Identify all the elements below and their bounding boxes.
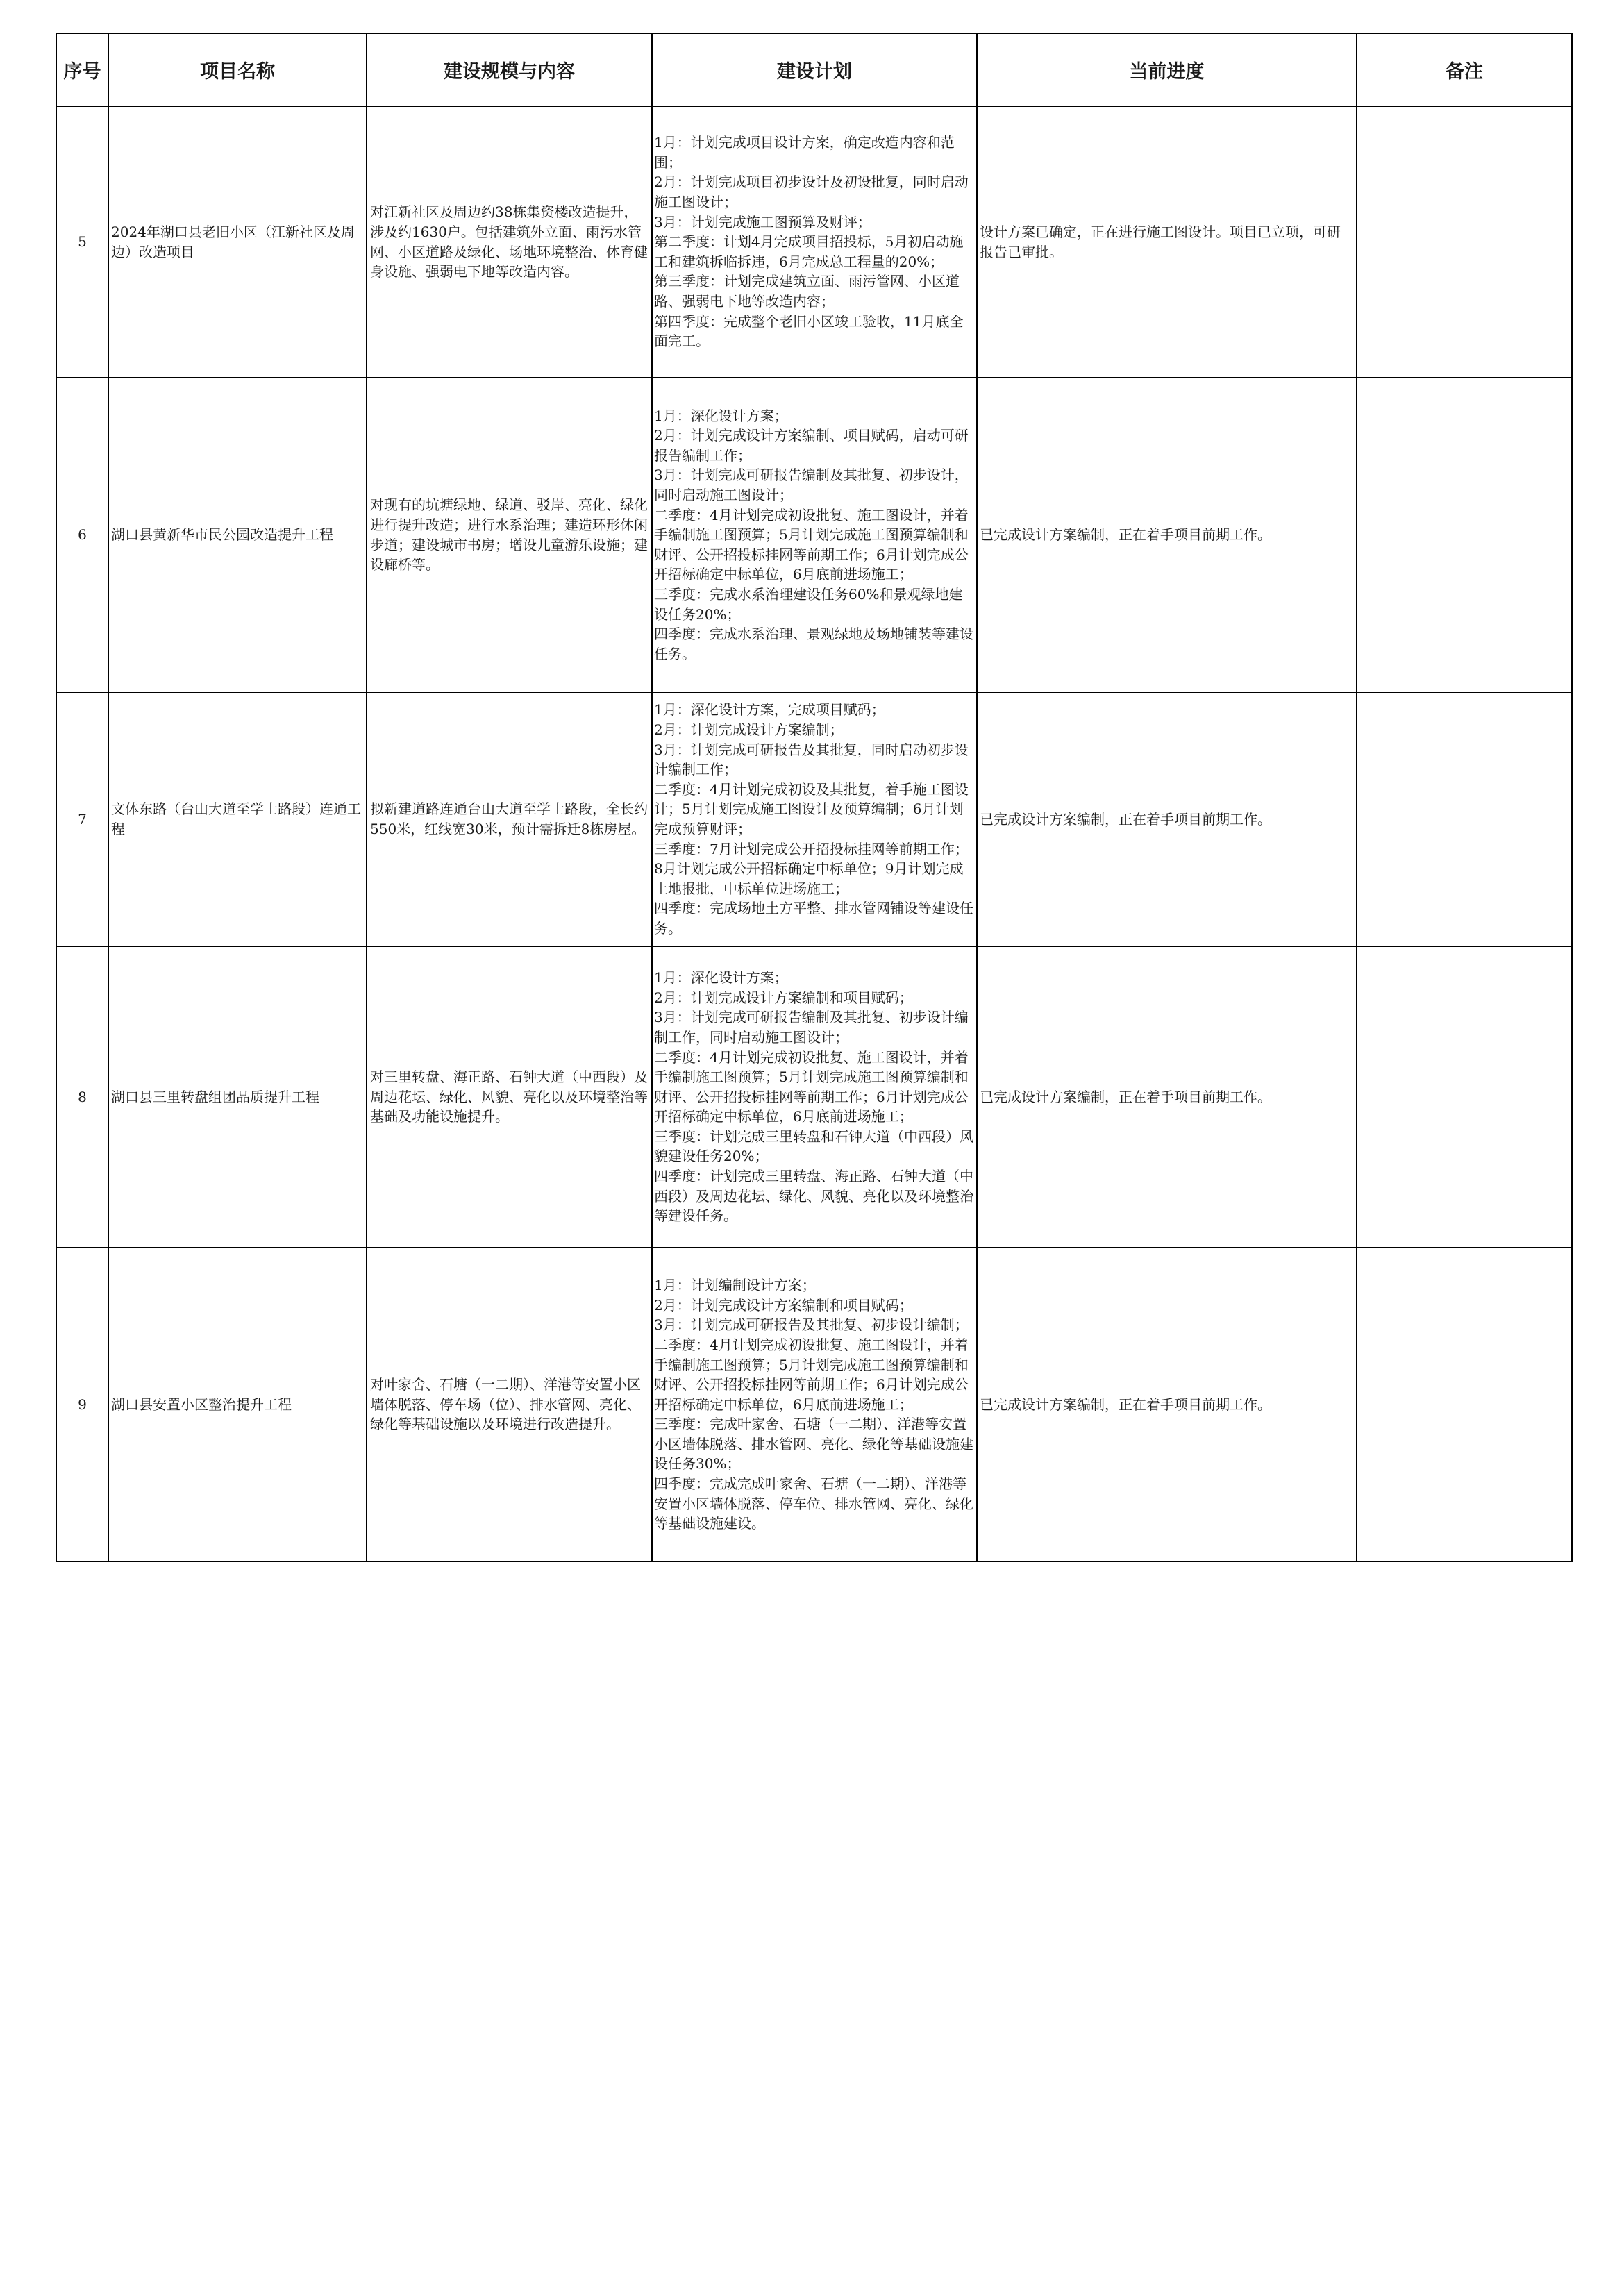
project-plan: 1月：深化设计方案； 2月：计划完成设计方案编制和项目赋码； 3月：计划完成可研报告编制及其批复、初步设计编制工作，同时启动施工图设计； 二季度：4月计划完成初设批复、施工图设计，并着手编制施工图预算；5月计划完成施工图预算编制和财评、公开招投标挂网等前期工作；6月计划完成公开招标确定中标单位，6月底前进场施工； 三季度：计划完成三里转盘和石钟大道（中西段）风貌建设任务20%； 四季度：计划完成三里转盘、海正路、石钟大道（中西段）及周边花坛、绿化、风貌、亮化以及环境整治等建设任务。 — [654, 969, 973, 1225]
project-progress: 已完成设计方案编制，正在着手项目前期工作。 — [980, 1396, 1271, 1413]
cell-no — [56, 106, 108, 378]
row-no: 6 — [78, 526, 87, 544]
cell-progress — [977, 378, 1357, 692]
cell-project-name — [108, 106, 367, 378]
cell-project-name — [108, 1248, 367, 1561]
header-plan: 建设计划 — [652, 33, 977, 106]
row-no: 7 — [78, 810, 87, 828]
table-row — [56, 378, 1572, 692]
table-row — [56, 1248, 1572, 1561]
cell-plan — [652, 378, 977, 692]
project-table — [56, 33, 1573, 1562]
project-scope: 对叶家舍、石塘（一二期）、洋港等安置小区墙体脱落、停车场（位）、排水管网、亮化、绿化等基础设施以及环境进行改造提升。 — [370, 1376, 641, 1433]
cell-no — [56, 1248, 108, 1561]
header-project-name: 项目名称 — [108, 33, 367, 106]
header-row — [56, 33, 1572, 106]
header-scope: 建设规模与内容 — [367, 33, 652, 106]
row-no: 9 — [78, 1396, 87, 1413]
cell-project-name — [108, 946, 367, 1248]
cell-progress — [977, 1248, 1357, 1561]
cell-progress — [977, 946, 1357, 1248]
project-name: 文体东路（台山大道至学士路段）连通工程 — [111, 801, 361, 837]
project-scope: 对江新社区及周边约38栋集资楼改造提升，涉及约1630户。包括建筑外立面、雨污水管网、小区道路及绿化、场地环境整治、体育健身设施、强弱电下地等改造内容。 — [370, 203, 648, 280]
cell-no — [56, 692, 108, 946]
cell-plan — [652, 106, 977, 378]
project-name: 湖口县三里转盘组团品质提升工程 — [111, 1088, 319, 1105]
cell-plan — [652, 946, 977, 1248]
cell-scope — [367, 946, 652, 1248]
header-no: 序号 — [56, 33, 108, 106]
cell-remarks — [1357, 946, 1572, 1248]
row-no: 8 — [78, 1088, 87, 1105]
header-progress: 当前进度 — [977, 33, 1357, 106]
cell-progress — [977, 106, 1357, 378]
cell-remarks — [1357, 378, 1572, 692]
cell-remarks — [1357, 106, 1572, 378]
project-name: 湖口县安置小区整治提升工程 — [111, 1396, 292, 1413]
cell-project-name — [108, 692, 367, 946]
project-scope: 拟新建道路连通台山大道至学士路段，全长约550米，红线宽30米，预计需拆迁8栋房屋。 — [370, 801, 648, 837]
project-progress: 已完成设计方案编制，正在着手项目前期工作。 — [980, 810, 1271, 828]
header-remarks: 备注 — [1357, 33, 1572, 106]
project-plan: 1月：深化设计方案，完成项目赋码； 2月：计划完成设计方案编制； 3月：计划完成可研报告及其批复，同时启动初步设计编制工作； 二季度：4月计划完成初设及其批复，着手施工图设计；5月计划完成施工图设计及预算编制；6月计划完成预算财评； 三季度：7月计划完成公开招投标挂网等前期工作；8月计划完成公开招标确定中标单位；9月计划完成土地报批，中标单位进场施工； 四季度：完成场地土方平整、排水管网铺设等建设任务。 — [654, 701, 973, 937]
project-plan: 1月：计划完成项目设计方案，确定改造内容和范围； 2月：计划完成项目初步设计及初设批复，同时启动施工图设计； 3月：计划完成施工图预算及财评； 第二季度：计划4月完成项目招投标，5月初启动施工和建筑拆临拆违，6月完成总工程量的20%； 第三季度：计划完成建筑立面、雨污管网、小区道路、强弱电下地等改造内容； 第四季度：完成整个老旧小区竣工验收，11月底全面完工。 — [654, 134, 969, 350]
cell-scope — [367, 1248, 652, 1561]
cell-progress — [977, 692, 1357, 946]
cell-scope — [367, 692, 652, 946]
table-row — [56, 106, 1572, 378]
cell-scope — [367, 378, 652, 692]
cell-scope — [367, 106, 652, 378]
project-scope: 对现有的坑塘绿地、绿道、驳岸、亮化、绿化进行提升改造；进行水系治理；建造环形休闲步道；建设城市书房；增设儿童游乐设施；建设廊桥等。 — [370, 496, 648, 573]
cell-plan — [652, 692, 977, 946]
cell-plan — [652, 1248, 977, 1561]
project-progress: 已完成设计方案编制，正在着手项目前期工作。 — [980, 1088, 1271, 1105]
project-name: 2024年湖口县老旧小区（江新社区及周边）改造项目 — [111, 223, 355, 260]
row-no: 5 — [78, 233, 87, 251]
project-name: 湖口县黄新华市民公园改造提升工程 — [111, 526, 333, 544]
project-plan: 1月：深化设计方案； 2月：计划完成设计方案编制、项目赋码，启动可研报告编制工作； 3月：计划完成可研报告编制及其批复、初步设计，同时启动施工图设计； 二季度：4月计划完成初设批复、施工图设计，并着手编制施工图预算；5月计划完成施工图预算编制和财评、公开招投标挂网等前期工作；6月计划完成公开招标确定中标单位，6月底前进场施工； 三季度：完成水系治理建设任务60%和景观绿地建设任务20%； 四季度：完成水系治理、景观绿地及场地铺装等建设任务。 — [654, 407, 973, 662]
cell-remarks — [1357, 1248, 1572, 1561]
project-progress: 设计方案已确定，正在进行施工图设计。项目已立项，可研报告已审批。 — [980, 223, 1341, 260]
cell-no — [56, 378, 108, 692]
table-row — [56, 692, 1572, 946]
project-scope: 对三里转盘、海正路、石钟大道（中西段）及周边花坛、绿化、风貌、亮化以及环境整治等基础及功能设施提升。 — [370, 1069, 648, 1125]
table-row — [56, 946, 1572, 1248]
project-progress: 已完成设计方案编制，正在着手项目前期工作。 — [980, 526, 1271, 544]
cell-no — [56, 946, 108, 1248]
cell-project-name — [108, 378, 367, 692]
project-plan: 1月：计划编制设计方案； 2月：计划完成设计方案编制和项目赋码； 3月：计划完成可研报告及其批复、初步设计编制； 二季度：4月计划完成初设批复、施工图设计，并着手编制施工图预算；5月计划完成施工图预算编制和财评、公开招投标挂网等前期工作；6月计划完成公开招标确定中标单位，6月底前进场施工； 三季度：完成叶家舍、石塘（一二期）、洋港等安置小区墙体脱落、排水管网、亮化、绿化等基础设施建设任务30%； 四季度：完成完成叶家舍、石塘（一二期）、洋港等安置小区墙体脱落、停车位、排水管网、亮化、绿化等基础设施建设。 — [654, 1277, 973, 1532]
cell-remarks — [1357, 692, 1572, 946]
